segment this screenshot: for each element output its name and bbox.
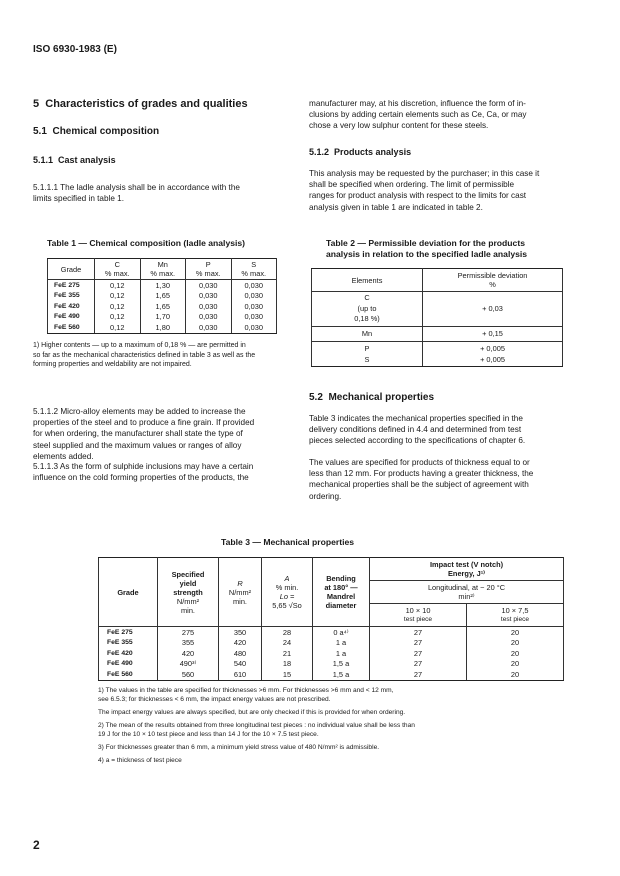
section-title: Products analysis xyxy=(334,147,412,157)
paragraph-5-2-a: Table 3 indicates the mechanical properties specified in the delivery conditions defined in 4.4 and determined from test pieces selected according to the specifications of chapter 6. xyxy=(309,414,526,446)
table-2 xyxy=(311,268,563,367)
table-3-notes xyxy=(98,686,568,765)
table-1 xyxy=(47,258,277,334)
section-5-heading xyxy=(33,98,248,110)
header-grade: Grade xyxy=(48,259,95,280)
section-number: 5.1.1 xyxy=(33,155,54,165)
note-line: 2) The mean of the results obtained from three longitudinal test pieces : no individual value shall be less than xyxy=(98,722,415,729)
note-line: The impact energy values are always specified, but are only checked if this is provided for when ordering. xyxy=(98,709,406,716)
paragraph-continued: manufacturer may, at his discretion, influence the form of in- clusions by adding certain elements such as Ce, Ca, or may chose a very low sulphur content for these steels. xyxy=(309,99,527,131)
paragraph-5-1-1-1 xyxy=(33,182,283,204)
section-5-1-heading xyxy=(33,126,159,137)
table-1-caption: Table 1 — Chemical composition (ladle analysis) xyxy=(47,238,246,248)
page-number: 2 xyxy=(33,838,40,852)
table-row: FeE 275 0,12 1,30 0,030 0,030 xyxy=(48,280,277,291)
paragraph-5-2-b: The values are specified for products of thickness equal to or less than 12 mm. For products having a greater thickness, the mechanical properties shall be the subject of agreement with ordering. xyxy=(309,458,534,501)
section-5-1-1-heading xyxy=(33,155,116,165)
section-number: 5.2 xyxy=(309,392,323,403)
header-piece-10x7-5: 10 × 7,5 test piece xyxy=(467,604,564,627)
table-row: FeE 275 275 350 28 0 a⁴⁾ 27 20 xyxy=(99,627,564,638)
section-title: Cast analysis xyxy=(58,155,116,165)
table-row: FeE 420 420 480 21 1 a 27 20 xyxy=(99,648,564,659)
section-number: 5.1 xyxy=(33,126,47,137)
header-mn: Mn % max. xyxy=(140,259,186,280)
header-p: P % max. xyxy=(186,259,232,280)
table-2-caption: Table 2 — Permissible deviation for the products analysis in relation to the specified ladle analysis xyxy=(326,238,528,259)
header-longitudinal: Longitudinal, at − 20 °C min²⁾ xyxy=(370,581,564,604)
table-row: FeE 355 0,12 1,65 0,030 0,030 xyxy=(48,291,277,302)
section-title: Characteristics of grades and qualities xyxy=(45,98,248,110)
table-row: FeE 560 560 610 15 1,5 a 27 20 xyxy=(99,669,564,680)
section-title: Chemical composition xyxy=(52,126,160,137)
section-number: 5 xyxy=(33,98,40,110)
table-3 xyxy=(98,557,564,681)
note-line: see 6.5.3; for thicknesses < 6 mm, the impact energy values are not prescribed. xyxy=(98,696,331,703)
header-r: R N/mm² min. xyxy=(219,558,262,627)
section-title: Mechanical properties xyxy=(328,392,435,403)
text-line: limits specified in table 1. xyxy=(33,194,125,204)
header-piece-10x10: 10 × 10 test piece xyxy=(370,604,467,627)
header-yield: Specified yield strength N/mm² min. xyxy=(158,558,219,627)
note-line: 19 J for the 10 × 10 test piece and less than 14 J for the 10 × 7.5 test piece. xyxy=(98,731,319,738)
table-3-caption: Table 3 — Mechanical properties xyxy=(221,537,355,547)
header-impact: Impact test (V notch) Energy, J¹⁾ xyxy=(370,558,564,581)
table-row: P S + 0,005 + 0,005 xyxy=(312,341,563,366)
note-line: 1) The values in the table are specified for thicknesses >6 mm. For thicknesses >6 mm and < 12 mm, xyxy=(98,687,394,694)
note-line: 4) a = thickness of test piece xyxy=(98,757,182,764)
table-row: C (up to 0,18 %) + 0,03 xyxy=(312,292,563,327)
table-row: FeE 560 0,12 1,80 0,030 0,030 xyxy=(48,322,277,333)
section-5-2-heading xyxy=(309,392,434,403)
section-5-1-2-heading xyxy=(309,147,411,157)
section-number: 5.1.2 xyxy=(309,147,330,157)
table-row: FeE 420 0,12 1,65 0,030 0,030 xyxy=(48,301,277,312)
note-line: 3) For thicknesses greater than 6 mm, a minimum yield stress value of 480 N/mm² is admissible. xyxy=(98,744,380,751)
header-s: S % max. xyxy=(231,259,277,280)
table-row: FeE 355 355 420 24 1 a 27 20 xyxy=(99,638,564,649)
header-c: C % max. xyxy=(95,259,141,280)
header-elements: Elements xyxy=(312,269,423,292)
paragraph-5-1-1-2: 5.1.1.2 Micro-alloy elements may be added to increase the properties of the steel and to produce a fine grain. If provided for when ordering, the manufacturer shall state the type of steel supplied and the maximum values or ranges of alloy elements added. xyxy=(33,407,255,461)
table-row: FeE 490 490³⁾ 540 18 1,5 a 27 20 xyxy=(99,659,564,670)
table-1-footnote: 1) Higher contents — up to a maximum of 0,18 % — are permitted in so far as the mechanical characteristics defined in table 3 as well as the forming properties and weldability are not impaired. xyxy=(33,342,256,368)
document-header: ISO 6930-1983 (E) xyxy=(33,44,117,55)
header-a: A % min. Lo = 5,65 √So xyxy=(262,558,313,627)
header-bending: Bending at 180° — Mandrel diameter xyxy=(313,558,370,627)
table-row: Mn + 0,15 xyxy=(312,326,563,341)
table-row: FeE 490 0,12 1,70 0,030 0,030 xyxy=(48,312,277,323)
header-grade: Grade xyxy=(99,558,158,627)
paragraph-5-1-2: This analysis may be requested by the purchaser; in this case it shall be specified when ordering. The limit of permissible ranges for product analysis with respect to the limits for cast analysis given in table 1 are indicated in table 2. xyxy=(309,169,540,212)
text-line: 5.1.1.1 The ladle analysis shall be in accordance with the xyxy=(33,183,240,192)
header-deviation: Permissible deviation % xyxy=(423,269,563,292)
paragraph-5-1-1-3: 5.1.1.3 As the form of sulphide inclusions may have a certain influence on the cold forming properties of the products, the xyxy=(33,462,254,483)
